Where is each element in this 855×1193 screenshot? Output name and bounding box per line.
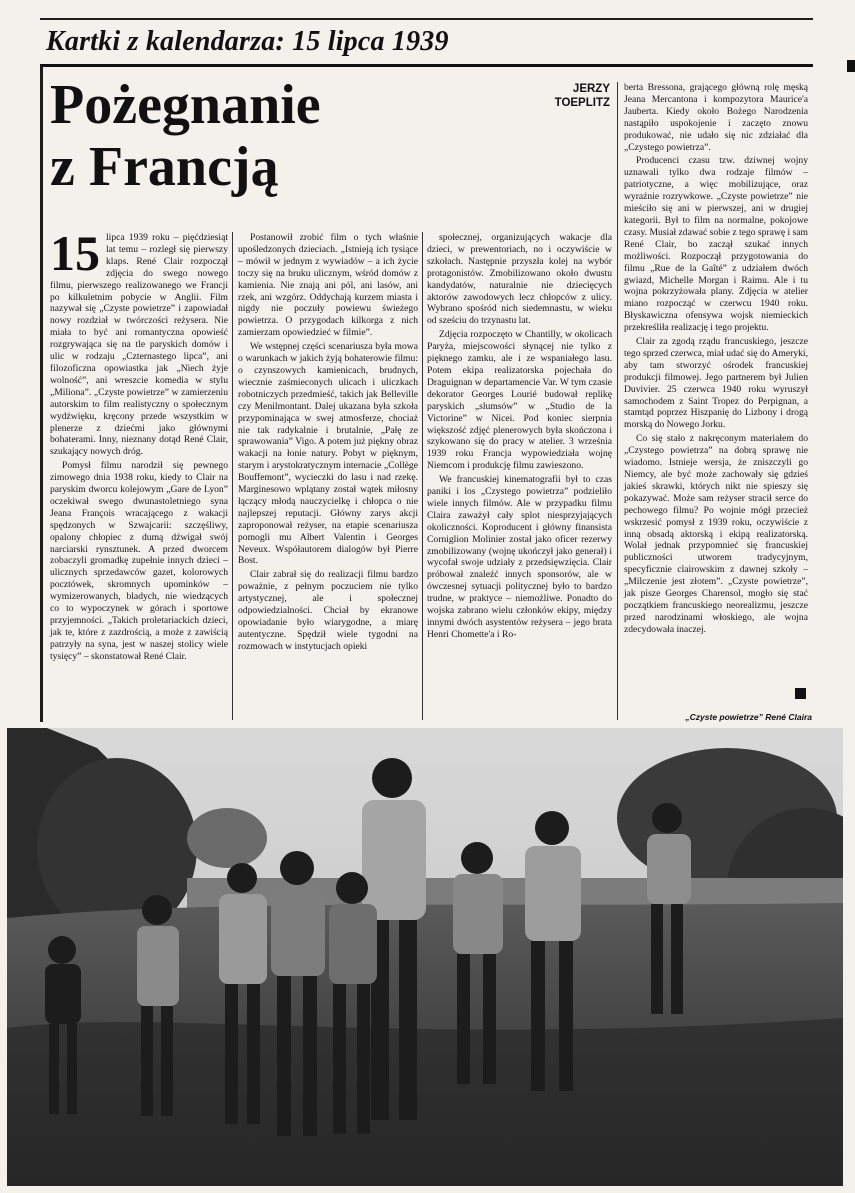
column-divider	[232, 232, 233, 720]
paragraph: Pomysł filmu narodził się pewnego zimowego dnia 1938 roku, kiedy to Clair na paryskim dworcu kolejowym „Gare de Lyon” oczekiwał swego dwunastoletniego syna Jeana François wracającego z wakacji spędzonych w Szwajcarii: szczęśliwy, opalony chłopiec z dumą dźwigał swój narciarski rynsztunek. A przed dworcem zobaczyli gromadkę zupełnie innych dzieci – ulicznych sprzedawców gazet, kolorowych pocztówek, skromnych upominków – wymizerowanych, bladych, nie wiedzących co to wypoczynek w górach i sportowe przyjemności. „Takich proletariackich dzieci, jak te, które z zazdrością, a może z zawiścią patrzyły na syna, jest w naszej stolicy wiele tysięcy” – skonstatował René Clair.	[50, 460, 228, 662]
column-divider	[422, 232, 423, 720]
column-1	[50, 225, 228, 663]
paragraph: We francuskiej kinematografii był to czas paniki i los „Czystego powietrza” podzieliło wiele innych filmów. Ale w przypadku filmu Claira zaważył cały splot niesprzyjających okoliczności. Koproducent i główny finansista Corniglion Molinier został jako oficer rezerwy zmobilizowany (wojnę ukończył jako generał) i wycofał swoje udziały z przedsięwzięcia. Clair próbował znaleźć innych sponsorów, ale w ówczesnej sytuacji politycznej było to bardzo trudne, w praktyce – niemożliwe. Ponadto do wojska zabrano wielu członków ekipy, między innymi dwóch asystentów reżysera – jego brata Henri Chomette'a i Ro-	[427, 474, 612, 640]
paragraph: Co się stało z nakręconym materiałem do „Czystego powietrza” na dobrą sprawę nie wiadomo. Istnieje wersja, że zniszczyli go Niemcy, ale być może zachowały się gdzieś jakieś skrawki, których nikt nie spieszy się pokazywać. Może sam reżyser stracił serce do pechowego filmu? Po wojnie mógł przecież wskrzesić pomysł z 1939 roku, oczywiście z inną obsadą aktorską i ekipą realizatorską. Wolał jednak przypomnieć się francuskiej publiczności utworem tradycyjnym, specyficznie clairowskim z dawnej szkoły – „Milczenie jest złotem”. „Czyste powietrze”, jak pisze Georges Charensol, mogło się stać początkiem francuskiego neorealizmu, jeszcze przed narodzinami włoskiego, ale wojna zdecydowała inaczej.	[624, 433, 808, 635]
paragraph: Postanowił zrobić film o tych właśnie upośledzonych dzieciach. „Istnieją ich tysiące – mówił w jednym z wywiadów – a ich życie toczy się na bruku ulicznym, wśród domów z kamienia. Nie znają ani pól, ani lasów, ani rzek, ani wzgórz. Oddychają kurzem miasta i nigdy nie poczuły powiewu świeżego powietrza. O przygodach kilkorga z nich zamierzam opowiedzieć w filmie”.	[238, 232, 418, 339]
paragraph: berta Bressona, grającego główną rolę męską Jeana Mercantona i kompozytora Maurice'a Jauberta. Kiedy około Bożego Narodzenia nastąpiło uspokojenie i zaczęto znowu produkować, nie udało się nic zdziałać dla „Czystego powietrza”.	[624, 82, 808, 153]
edge-mark	[847, 60, 855, 72]
section-header: Kartki z kalendarza: 15 lipca 1939	[46, 26, 449, 57]
paragraph: We wstępnej części scenariusza była mowa o warunkach w jakich żyją bohaterowie filmu: o czynszowych kamienicach, brudnych, wiecznie zaśmieconych ulicach i uliczkach robotniczych przedmieść, takich jak Belleville czy Menilmontant. Dalej ukazana była szkoła przypominająca w swej atmosferze, chociaż nie tak radykalnie i brutalnie, „Pałę ze sprawowania” Vigo. A potem już piękny obraz wakacji na łonie natury. Pobyt w pięknym, starym i arystokratycznym internacie „Collège Bouffemont”, wycieczki do lasu i nad rzekę. Marginesowo wplątany został wątek miłosny łączący młodą nauczycielkę i chłopca o nie najlepszej reputacji. Główny zarys akcji zaproponował reżyser, na etapie scenariusza pomogli mu Albert Valentin i Georges Neveux. Współautorem dialogów był Pierre Bost.	[238, 341, 418, 567]
column-4	[624, 82, 808, 636]
column-divider	[617, 82, 618, 720]
paragraph: społecznej, organizujących wakacje dla dzieci, w prewentoriach, no i oczywiście w szkołach. Następnie przyszła kolej na wybór protagonistów. Zmobilizowano około dwustu kandydatów, naturalnie nie dziecięcych aktorów zawodowych lecz chłopców z ulicy. Wybrano spośród nich siedemnastu, w wieku od sześciu do trzynastu lat.	[427, 232, 612, 327]
author-first-name: JERZY	[572, 83, 610, 95]
author-last-name: TOEPLITZ	[554, 97, 610, 109]
end-of-article-mark	[795, 688, 806, 699]
title-line-1: Pożegnanie	[50, 74, 321, 136]
photo-caption: „Czyste powietrze” René Claira	[685, 712, 812, 722]
paragraph: Clair za zgodą rządu francuskiego, jeszcze tego sprzed czerwca, miał udać się do Ameryki, aby tam stworzyć ośrodek francuskiej produkcji filmowej. Jego partnerem był Julien Duvivier. 25 czerwca 1940 roku wyruszył samochodem z Saint Tropez do Perpignan, a stamtąd poprzez Hiszpanię do Lizbony i drogą morską do Nowego Jorku.	[624, 336, 808, 431]
author-byline	[540, 82, 610, 110]
left-border-bar	[40, 66, 43, 722]
column-2	[238, 232, 418, 653]
paragraph: Zdjęcia rozpoczęto w Chantilly, w okolicach Paryża, miejscowości słynącej nie tylko z pięknego zamku, ale i ze wspaniałego lasu. Potem ekipa realizatorska pojechała do Draguignan w departamencie Var. W tym czasie dekorator Georges Lourié budował replikę paryskich „slumsów” w „Studio de la Victorine” w Nicei. Pod koniec sierpnia większość zdjęć plenerowych była skończona i szykowano się do pracy w atelier. 3 września 1939 roku Francja wypowiedziała wojnę Niemcom i produkcję filmu zawieszono.	[427, 329, 612, 472]
dropcap: 15	[50, 225, 100, 281]
header-rule	[40, 64, 813, 67]
article-title	[50, 74, 540, 198]
title-line-2: z Francją	[50, 136, 279, 198]
paragraph: Clair zabrał się do realizacji filmu bardzo poważnie, z pełnym poczuciem nie tylko artystycznej, ale i społecznej odpowiedzialności. Chciał by ekranowe opowiadanie było wiarygodne, a miarę autentyczne. Spędził wiele tygodni na rozmowach w instytucjach opieki	[238, 569, 418, 652]
film-still-photo	[7, 728, 843, 1186]
paragraph: 15 lipca 1939 roku – pięćdziesiąt lat temu – rozległ się pierwszy klaps. René Clair rozpoczął zdjęcia do swego nowego filmu, pierwszego realizowanego we Francji po kilkuletnim pobycie w Anglii. Film nazywał się „Czyste powietrze” i zapowiadał nowy rozdział w twórczości reżysera. Nie miała to być ani romantyczna opowieść rozgrywająca się na tle paryskich domów i ulic w rodzaju „Czternastego lipca”, ani filozoficzna opowiastka jak „Niech żyje wolność”, ani wreszcie komedia w stylu „Miliona”. „Czyste powietrze” w zamierzeniu autorskim to film realistyczny o społecznym wydźwięku, kręcony przede wszystkim w plenerze z dziećmi jako głównymi bohaterami. Inny, nieznany dotąd René Clair, szukający nowych dróg.	[50, 225, 228, 458]
top-rule	[40, 18, 813, 20]
column-3	[427, 232, 612, 641]
paragraph: Producenci czasu tzw. dziwnej wojny uznawali tylko dwa rodzaje filmów – patriotyczne, a więc mobilizujące, oraz wyraźnie rozrywkowe. „Czyste powietrze” nie mieściło się ani w pierwszej, ani w drugiej kategorii. Był to film na normalne, pokojowe czasy. Musiał zdawać sobie z tego sprawę i sam René Clair, bo zaczął szukać innych możliwości. Rozpoczął przygotowania do filmu „Rue de la Gaîté” z udziałem dwóch gwiazd, Michelle Morgan i Raimu. Ale i tu wojna pokrzyżowała plany. Zdjęcia w atelier miano rozpocząć w czerwcu 1940 roku. Błyskawiczna ofensywa wojsk niemieckich przekreśliła realizację i tego projektu.	[624, 155, 808, 334]
photo-illustration	[7, 728, 843, 1186]
